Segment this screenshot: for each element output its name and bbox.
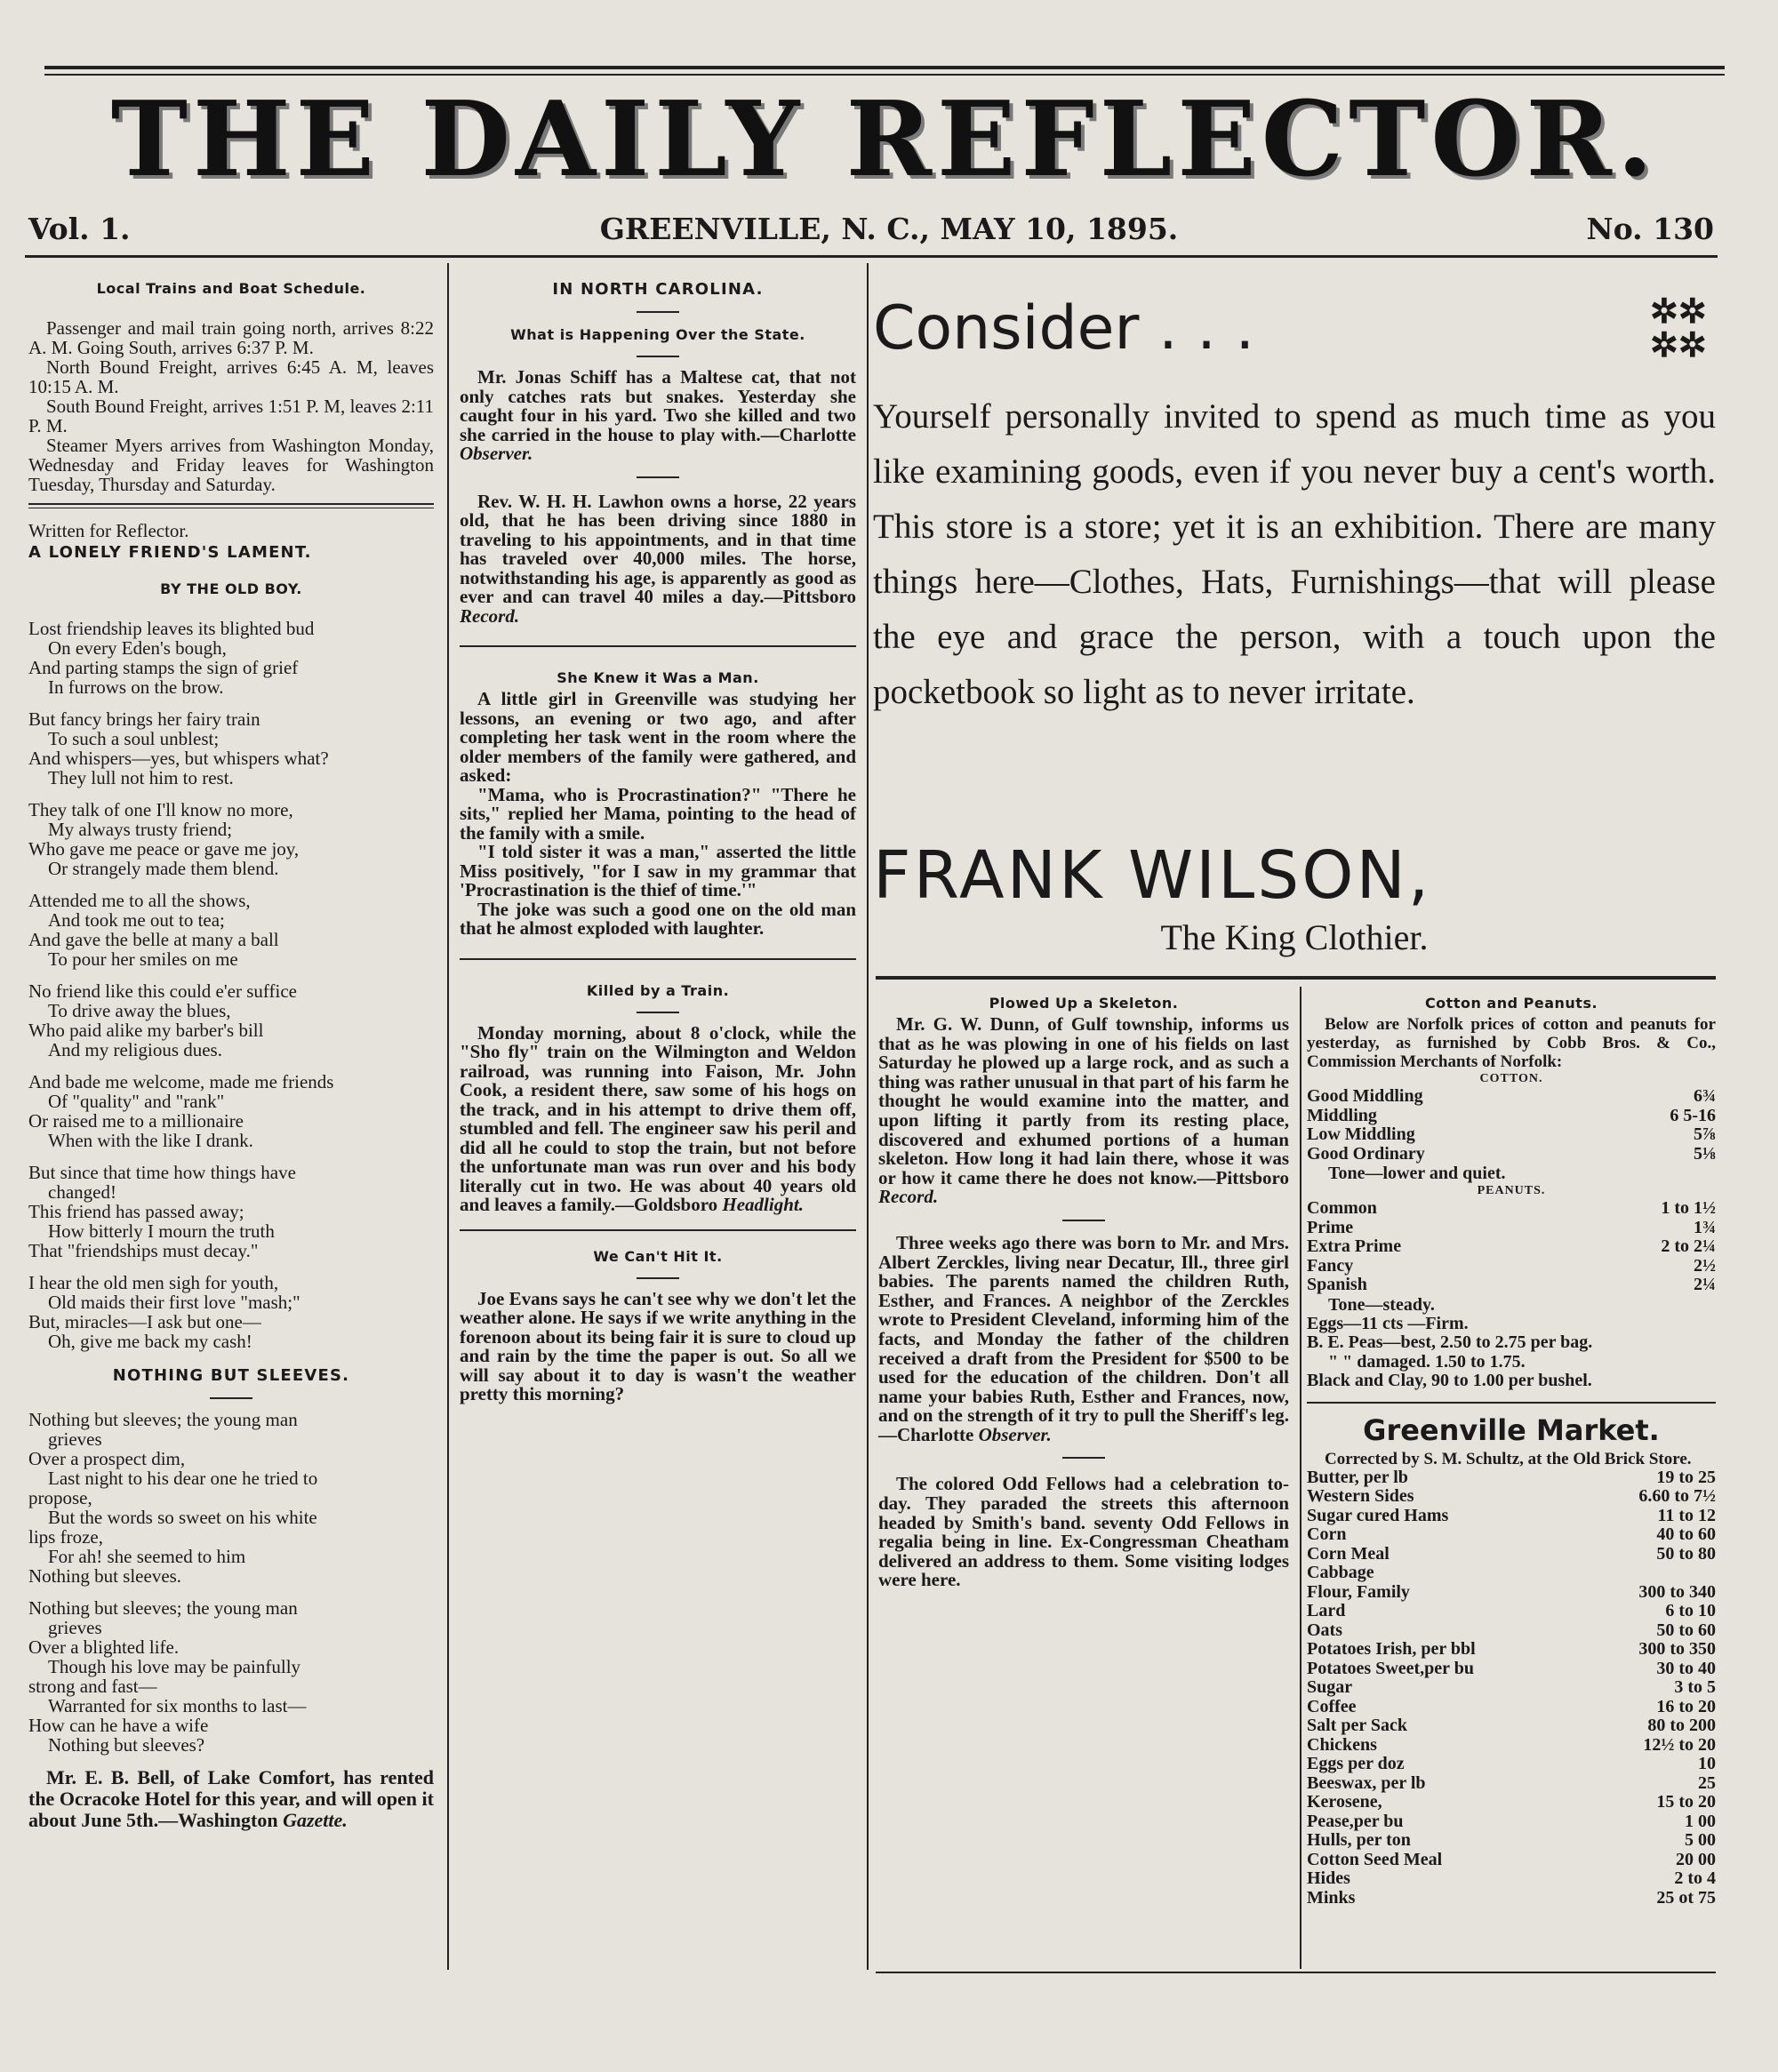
poem-line: Lost friendship leaves its blighted bud	[28, 618, 315, 639]
market-row	[1307, 1678, 1716, 1698]
market-row	[1307, 1507, 1716, 1526]
sleeves-title: NOTHING BUT SLEEVES.	[112, 1366, 350, 1385]
skeleton-item	[878, 1015, 1289, 1207]
poem-line: To drive away the blues,	[48, 1000, 231, 1021]
market-row	[1307, 1774, 1716, 1794]
price-label: Good Middling	[1307, 1086, 1423, 1106]
price-value: 12½ to 20	[1643, 1734, 1716, 1755]
poem-line: Nothing but sleeves.	[28, 1565, 182, 1587]
poem-stanza	[28, 981, 434, 1060]
extra-line: " " damaged. 1.50 to 1.75.	[1328, 1351, 1526, 1372]
price-label: Fancy	[1307, 1255, 1354, 1276]
market-row	[1307, 1831, 1716, 1851]
price-label: Potatoes Irish, per bbl	[1307, 1639, 1476, 1659]
ad-headline: Consider . . .	[873, 293, 1255, 364]
bell-text: Mr. E. B. Bell, of Lake Comfort, has rented the Ocracoke Hotel for this year, and will open it about June 5th.—Washington	[28, 1766, 434, 1831]
poem-line: Old maids their first love "mash;"	[48, 1292, 300, 1313]
ad-merchant-name: FRANK WILSON,	[873, 837, 1432, 914]
price-value: 5 00	[1685, 1830, 1716, 1850]
zerckles-item	[878, 1231, 1289, 1445]
price-label: Potatoes Sweet,per bu	[1307, 1658, 1474, 1678]
price-label: Low Middling	[1307, 1124, 1415, 1144]
bell-source: Gazette.	[283, 1809, 348, 1831]
train-source: Headlight.	[722, 1194, 804, 1215]
skeleton-title: Plowed Up a Skeleton.	[989, 995, 1179, 1012]
poem-line: But, miracles—I ask but one—	[28, 1311, 261, 1332]
cotton-tone: Tone—lower and quiet.	[1328, 1164, 1506, 1183]
price-value: 3 to 5	[1674, 1677, 1716, 1697]
man-paragraph: The joke was such a good one on the old man that he almost exploded with laughter.	[460, 898, 856, 939]
sleeves-poem	[28, 1410, 434, 1755]
price-label: Minks	[1307, 1887, 1356, 1908]
market-row	[1307, 1602, 1716, 1621]
item-rule	[1062, 1457, 1105, 1459]
price-label: Middling	[1307, 1105, 1377, 1125]
market-row	[1307, 1755, 1716, 1774]
price-label: Beeswax, per lb	[1307, 1772, 1426, 1793]
price-value: 25	[1698, 1772, 1716, 1793]
section-rule	[1307, 1402, 1716, 1404]
volume-label: Vol. 1.	[28, 212, 131, 246]
poem-line: My always trusty friend;	[48, 819, 233, 840]
poem-line: Nothing but sleeves?	[48, 1734, 205, 1756]
poem-line: Nothing but sleeves; the young man	[28, 1597, 298, 1619]
poem-line: They talk of one I'll know no more,	[28, 799, 293, 820]
column-rule-2	[867, 263, 869, 1970]
poem-line: Though his love may be painfully	[48, 1656, 301, 1677]
issue-number: No. 130	[1586, 212, 1714, 246]
lawhon-item	[460, 492, 856, 627]
section-rule	[460, 1229, 856, 1231]
market-row	[1307, 1487, 1716, 1507]
lament-byline: BY THE OLD BOY.	[160, 580, 302, 597]
poem-line: Who paid alike my barber's bill	[28, 1020, 264, 1041]
price-value: 25 ot 75	[1656, 1887, 1716, 1908]
poem-line: changed!	[48, 1181, 116, 1203]
ad-ornament-icon: ✲✲ ✲✲	[1650, 293, 1707, 364]
price-value: 2 to 4	[1674, 1868, 1716, 1888]
poem-line: For ah! she seemed to him	[48, 1546, 246, 1567]
price-value: 1 00	[1685, 1811, 1716, 1831]
poem-line: This friend has passed away;	[28, 1201, 244, 1222]
price-value: 40 to 60	[1656, 1524, 1716, 1544]
poem-line: No friend like this could e'er suffice	[28, 980, 297, 1002]
peanut-row	[1307, 1219, 1716, 1238]
train-title: Killed by a Train.	[586, 981, 730, 999]
peanut-tone: Tone—steady.	[1328, 1294, 1435, 1315]
man-paragraph: A little girl in Greenville was studying her lessons, an evening or two ago, and after completing her task went in the room where the older members of the family were gathered, and asked:	[460, 688, 856, 786]
poem-line: They lull not him to rest.	[48, 767, 234, 788]
poem-line: grieves	[48, 1617, 102, 1638]
poem-line: And my religious dues.	[48, 1039, 222, 1060]
market-table	[1307, 1468, 1716, 1908]
cotton-label: COTTON.	[1479, 1072, 1543, 1085]
price-label: Oats	[1307, 1620, 1342, 1640]
column-2	[460, 277, 856, 1404]
column-rule-1	[447, 263, 449, 1970]
market-row	[1307, 1564, 1716, 1583]
trains-paragraph: South Bound Freight, arrives 1:51 P. M, leaves 2:11 P. M.	[28, 396, 434, 436]
poem-line: Who gave me peace or gave me joy,	[28, 838, 300, 860]
poem-line: Over a blighted life.	[28, 1636, 180, 1658]
man-paragraph: "I told sister it was a man," asserted the little Miss positively, "for I saw in my grammar that 'Procrastination is the thief of time.'"	[460, 841, 856, 900]
lawhon-text: Rev. W. H. H. Lawhon owns a horse, 22 years old, that he has been driving since 1880 in traveling to his appointments, and in that time has traveled over 40,000 miles. The horse, notwithstanding his age, is apparently as good as ever and can travel 40 miles a day.—Pittsboro	[460, 490, 856, 607]
poem-line: To pour her smiles on me	[48, 948, 238, 970]
price-value: 2 to 2¼	[1661, 1236, 1716, 1256]
peanut-row	[1307, 1257, 1716, 1276]
market-row	[1307, 1468, 1716, 1488]
poem-line: Oh, give me back my cash!	[48, 1331, 252, 1352]
price-label: Cotton Seed Meal	[1307, 1849, 1443, 1869]
price-label: Butter, per lb	[1307, 1467, 1408, 1487]
schiff-text: Mr. Jonas Schiff has a Maltese cat, that not only catches rats but snakes. Yesterday she caught four in his yard. Two she killed and two she carried in the house to play with.—Charlotte	[460, 366, 856, 445]
price-label: Salt per Sack	[1307, 1716, 1407, 1735]
poem-stanza	[28, 1163, 434, 1260]
price-label: Western Sides	[1307, 1486, 1414, 1506]
peanuts-table	[1307, 1199, 1716, 1295]
trains-heading: Local Trains and Boat Schedule.	[96, 280, 366, 297]
price-label: Hulls, per ton	[1307, 1830, 1411, 1850]
price-label: Good Ordinary	[1307, 1143, 1425, 1164]
cotton-title: Cotton and Peanuts.	[1424, 995, 1598, 1012]
price-label: Hides	[1307, 1868, 1350, 1888]
price-label: Prime	[1307, 1217, 1354, 1237]
peanuts-label: PEANUTS.	[1477, 1184, 1546, 1197]
price-value: 5⅞	[1694, 1124, 1716, 1144]
cotton-intro: Below are Norfolk prices of cotton and peanuts for yesterday, as furnished by Cobb Bros. & Co., Commission Merchants of Norfolk:	[1307, 1015, 1716, 1071]
poem-line: And parting stamps the sign of grief	[28, 657, 299, 678]
cotton-row	[1307, 1145, 1716, 1164]
price-value: 300 to 340	[1638, 1581, 1716, 1602]
cotton-row	[1307, 1125, 1716, 1145]
title-rule	[637, 1012, 679, 1013]
price-value: 6.60 to 7½	[1638, 1486, 1716, 1506]
schiff-item	[460, 368, 856, 464]
state-subheading: What is Happening Over the State.	[510, 326, 805, 343]
price-value: 5⅛	[1694, 1143, 1716, 1164]
poem-stanza	[28, 1598, 434, 1755]
market-row	[1307, 1869, 1716, 1889]
ad-body: Yourself personally invited to spend as much time as you like examining goods, even if you never buy a cent's worth. This store is a store; yet it is an exhibition. There are many things here—Clothes, Hats, Furnishings—that will please the eye and grace the person, with a touch upon the pocketbook so light as to never irritate.	[873, 397, 1716, 711]
price-label: Extra Prime	[1307, 1236, 1402, 1256]
poem-line: Last night to his dear one he tried to	[48, 1468, 318, 1489]
dateline-rule	[25, 255, 1718, 258]
price-value: 1 to 1½	[1661, 1198, 1716, 1218]
extra-line: B. E. Peas—best, 2.50 to 2.75 per bag.	[1307, 1332, 1593, 1352]
poem-line: And took me out to tea;	[48, 909, 225, 931]
extra-line: Black and Clay, 90 to 1.00 per bushel.	[1307, 1371, 1592, 1390]
price-value: 6 to 10	[1665, 1601, 1716, 1620]
poem-stanza	[28, 709, 434, 788]
market-row	[1307, 1851, 1716, 1870]
poem-line: That "friendships must decay."	[28, 1240, 259, 1261]
man-title: She Knew it Was a Man.	[557, 669, 759, 686]
market-row	[1307, 1812, 1716, 1832]
price-value: 80 to 200	[1647, 1716, 1716, 1735]
poem-line: I hear the old men sigh for youth,	[28, 1272, 279, 1293]
title-rule	[637, 356, 679, 357]
price-value: 15 to 20	[1656, 1792, 1716, 1812]
poem-line: How can he have a wife	[28, 1715, 209, 1736]
market-row	[1307, 1736, 1716, 1756]
column-4	[1307, 992, 1716, 1908]
poem-line: How bitterly I mourn the truth	[48, 1220, 275, 1242]
price-value: 6¾	[1694, 1086, 1716, 1106]
peanut-row	[1307, 1276, 1716, 1295]
market-row	[1307, 1660, 1716, 1679]
price-label: Spanish	[1307, 1275, 1367, 1294]
poem-line: Or raised me to a millionaire	[28, 1110, 244, 1132]
market-title: Greenville Market.	[1363, 1412, 1660, 1447]
poem-line: strong and fast—	[28, 1676, 157, 1697]
price-value: 10	[1698, 1754, 1716, 1773]
price-label: Corn Meal	[1307, 1543, 1390, 1564]
price-label: Lard	[1307, 1601, 1346, 1620]
cotton-row	[1307, 1087, 1716, 1107]
price-value: 16 to 20	[1656, 1696, 1716, 1716]
price-label: Sugar	[1307, 1677, 1353, 1697]
price-value: 11 to 12	[1657, 1505, 1716, 1525]
section-rule	[460, 958, 856, 960]
poem-line: In furrows on the brow.	[48, 676, 224, 698]
price-value: 50 to 80	[1656, 1543, 1716, 1564]
poem-stanza	[28, 1410, 434, 1586]
poem-line: On every Eden's bough,	[48, 637, 227, 659]
column-rule-3	[1300, 987, 1301, 1969]
poem-line: Of "quality" and "rank"	[48, 1091, 225, 1112]
zerckles-text: Three weeks ago there was born to Mr. and Mrs. Albert Zerckles, living near Decatur, Ill., three girl babies. The parents named the children Ruth, Esther, and Frances. A neighbor of the Zerckles wrote to President Cleveland, informing him of the facts, and Monday the father of the children received a draft from the President for $500 to be used for the education of the children. Don't all name your babies Ruth, Esther and Frances, now, and on the strength of it try to pull the Sheriff's leg.—Charlotte	[878, 1231, 1289, 1445]
market-row	[1307, 1716, 1716, 1736]
hit-text: Joe Evans says he can't see why we don't let the weather alone. He says if we write anything in the forenoon about its being fair it is sure to cloud up and rain by the time the paper is out. So all we will say about it to day is wasn't the weather pretty this morning?	[460, 1287, 856, 1404]
skeleton-source: Record.	[878, 1186, 939, 1208]
market-row	[1307, 1545, 1716, 1564]
poem-line: Warranted for six months to last—	[48, 1695, 307, 1716]
market-row	[1307, 1583, 1716, 1603]
price-value: 30 to 40	[1656, 1658, 1716, 1678]
poem-line: Or strangely made them blend.	[48, 858, 279, 879]
extra-line: Eggs—11 cts —Firm.	[1307, 1313, 1469, 1333]
market-row	[1307, 1793, 1716, 1812]
poem-line: Attended me to all the shows,	[28, 890, 251, 911]
man-paragraph: "Mama, who is Procrastination?" "There he sits," replied her Mama, pointing to the head of the family with a smile.	[460, 783, 856, 844]
market-row	[1307, 1621, 1716, 1641]
lament-poem	[28, 619, 434, 1351]
poem-line: To such a soul unblest;	[48, 728, 220, 749]
price-label: Chickens	[1307, 1734, 1377, 1755]
lament-note: Written for Reflector.	[28, 520, 189, 541]
trains-paragraph: North Bound Freight, arrives 6:45 A. M, leaves 10:15 A. M.	[28, 356, 434, 397]
price-value: 1¾	[1694, 1217, 1716, 1237]
title-rule	[210, 1397, 252, 1399]
item-rule	[637, 476, 679, 478]
state-heading: IN NORTH CAROLINA.	[552, 280, 764, 299]
price-value: 2¼	[1694, 1275, 1716, 1294]
price-value: 50 to 60	[1656, 1620, 1716, 1640]
train-item	[460, 1021, 856, 1215]
train-text: Monday morning, about 8 o'clock, while the "Sho fly" train on the Wilmington and Weldon railroad, was running into Faison, Mr. John Cook, a resident there, saw some of his hogs on the track, and in his attempt to drive them off, stumbled and fell. The engineer saw his peril and did all he could to stop the train, but not before the unfortunate man was run over and his body literally cut in two. He was about 40 years old and leaves a family.—Goldsboro	[460, 1021, 856, 1215]
poem-line: And whispers—yes, but whispers what?	[28, 748, 329, 769]
price-label: Eggs per doz	[1307, 1754, 1405, 1773]
lament-title: A LONELY FRIEND'S LAMENT.	[28, 543, 312, 562]
price-label: Corn	[1307, 1524, 1347, 1544]
price-label: Pease,per bu	[1307, 1811, 1404, 1831]
trains-paragraph: Steamer Myers arrives from Washington Monday, Wednesday and Friday leaves for Washington Tuesday, Thursday and Saturday.	[28, 435, 434, 495]
oddfellows-text: The colored Odd Fellows had a celebration to-day. They paraded the streets this afternoon headed by Smith's band. seventy Odd Fellows in regalia being in line. Ex-Congressman Cheatham delivered an address to them. Some visiting lodges were here.	[878, 1473, 1289, 1591]
price-value: 6 5-16	[1670, 1105, 1716, 1125]
ad-bottom-rule	[876, 976, 1716, 980]
column-3	[878, 992, 1289, 1590]
market-row	[1307, 1640, 1716, 1660]
masthead-title: THE DAILY REFLECTOR.	[110, 79, 1659, 200]
cotton-row	[1307, 1107, 1716, 1126]
poem-line: But since that time how things have	[28, 1162, 296, 1183]
price-label: Sugar cured Hams	[1307, 1505, 1449, 1525]
poem-stanza	[28, 1072, 434, 1150]
title-rule	[637, 1277, 679, 1279]
price-value: 20 00	[1676, 1849, 1716, 1869]
price-value: 2½	[1694, 1255, 1716, 1276]
poem-line: But the words so sweet on his white	[48, 1507, 317, 1528]
zerckles-source: Observer.	[978, 1423, 1052, 1445]
lawhon-source: Record.	[460, 604, 520, 627]
poem-line: propose,	[28, 1487, 92, 1508]
masthead-top-rule	[44, 66, 1725, 69]
poem-stanza	[28, 891, 434, 969]
hit-title: We Can't Hit It.	[593, 1247, 723, 1265]
schiff-source: Observer.	[460, 443, 533, 464]
price-value: 300 to 350	[1638, 1639, 1716, 1659]
title-rule	[637, 311, 679, 313]
price-label: Common	[1307, 1198, 1377, 1218]
poem-stanza	[28, 619, 434, 697]
page-bottom-rule	[876, 1972, 1716, 1973]
poem-line: And gave the belle at many a ball	[28, 929, 279, 950]
item-rule	[1062, 1220, 1105, 1221]
column-1	[28, 277, 434, 1831]
ad-tagline: The King Clothier.	[1160, 917, 1429, 957]
price-value: 19 to 25	[1656, 1467, 1716, 1487]
section-rule	[28, 503, 434, 505]
poem-line: Nothing but sleeves; the young man	[28, 1409, 298, 1430]
poem-stanza	[28, 1273, 434, 1351]
poem-line: When with the like I drank.	[48, 1130, 253, 1151]
poem-line: grieves	[48, 1428, 102, 1450]
poem-stanza	[28, 800, 434, 878]
poem-line: And bade me welcome, made me friends	[28, 1071, 334, 1092]
market-row	[1307, 1525, 1716, 1545]
peanut-row	[1307, 1237, 1716, 1257]
price-label: Coffee	[1307, 1696, 1357, 1716]
market-row	[1307, 1889, 1716, 1908]
poem-line: lips froze,	[28, 1526, 103, 1548]
poem-line: But fancy brings her fairy train	[28, 708, 260, 730]
price-label: Kerosene,	[1307, 1792, 1382, 1812]
dateline: GREENVILLE, N. C., MAY 10, 1895.	[599, 212, 1179, 246]
trains-paragraph: Passenger and mail train going north, arrives 8:22 A. M. Going South, arrives 6:37 P. M.	[28, 317, 434, 358]
peanut-row	[1307, 1199, 1716, 1219]
price-label: Flour, Family	[1307, 1581, 1410, 1602]
poem-line: Over a prospect dim,	[28, 1448, 186, 1469]
cotton-table	[1307, 1087, 1716, 1164]
price-label: Cabbage	[1307, 1563, 1374, 1582]
section-rule	[460, 645, 856, 647]
skeleton-text: Mr. G. W. Dunn, of Gulf township, informs us that as he was plowing in one of his fields on last Saturday he plowed up a large rock, and as such a thing was rather unusual in that part of his farm he thought he would examine into the matter, and upon lifting it partly from its resting place, discovered and exhumed portions of a human skeleton. How long it had lain there, whose it was or how it came there he does not know.—Pittsboro	[878, 1013, 1289, 1188]
bell-item	[28, 1767, 434, 1831]
market-row	[1307, 1698, 1716, 1717]
market-intro: Corrected by S. M. Schultz, at the Old Brick Store.	[1325, 1449, 1692, 1468]
